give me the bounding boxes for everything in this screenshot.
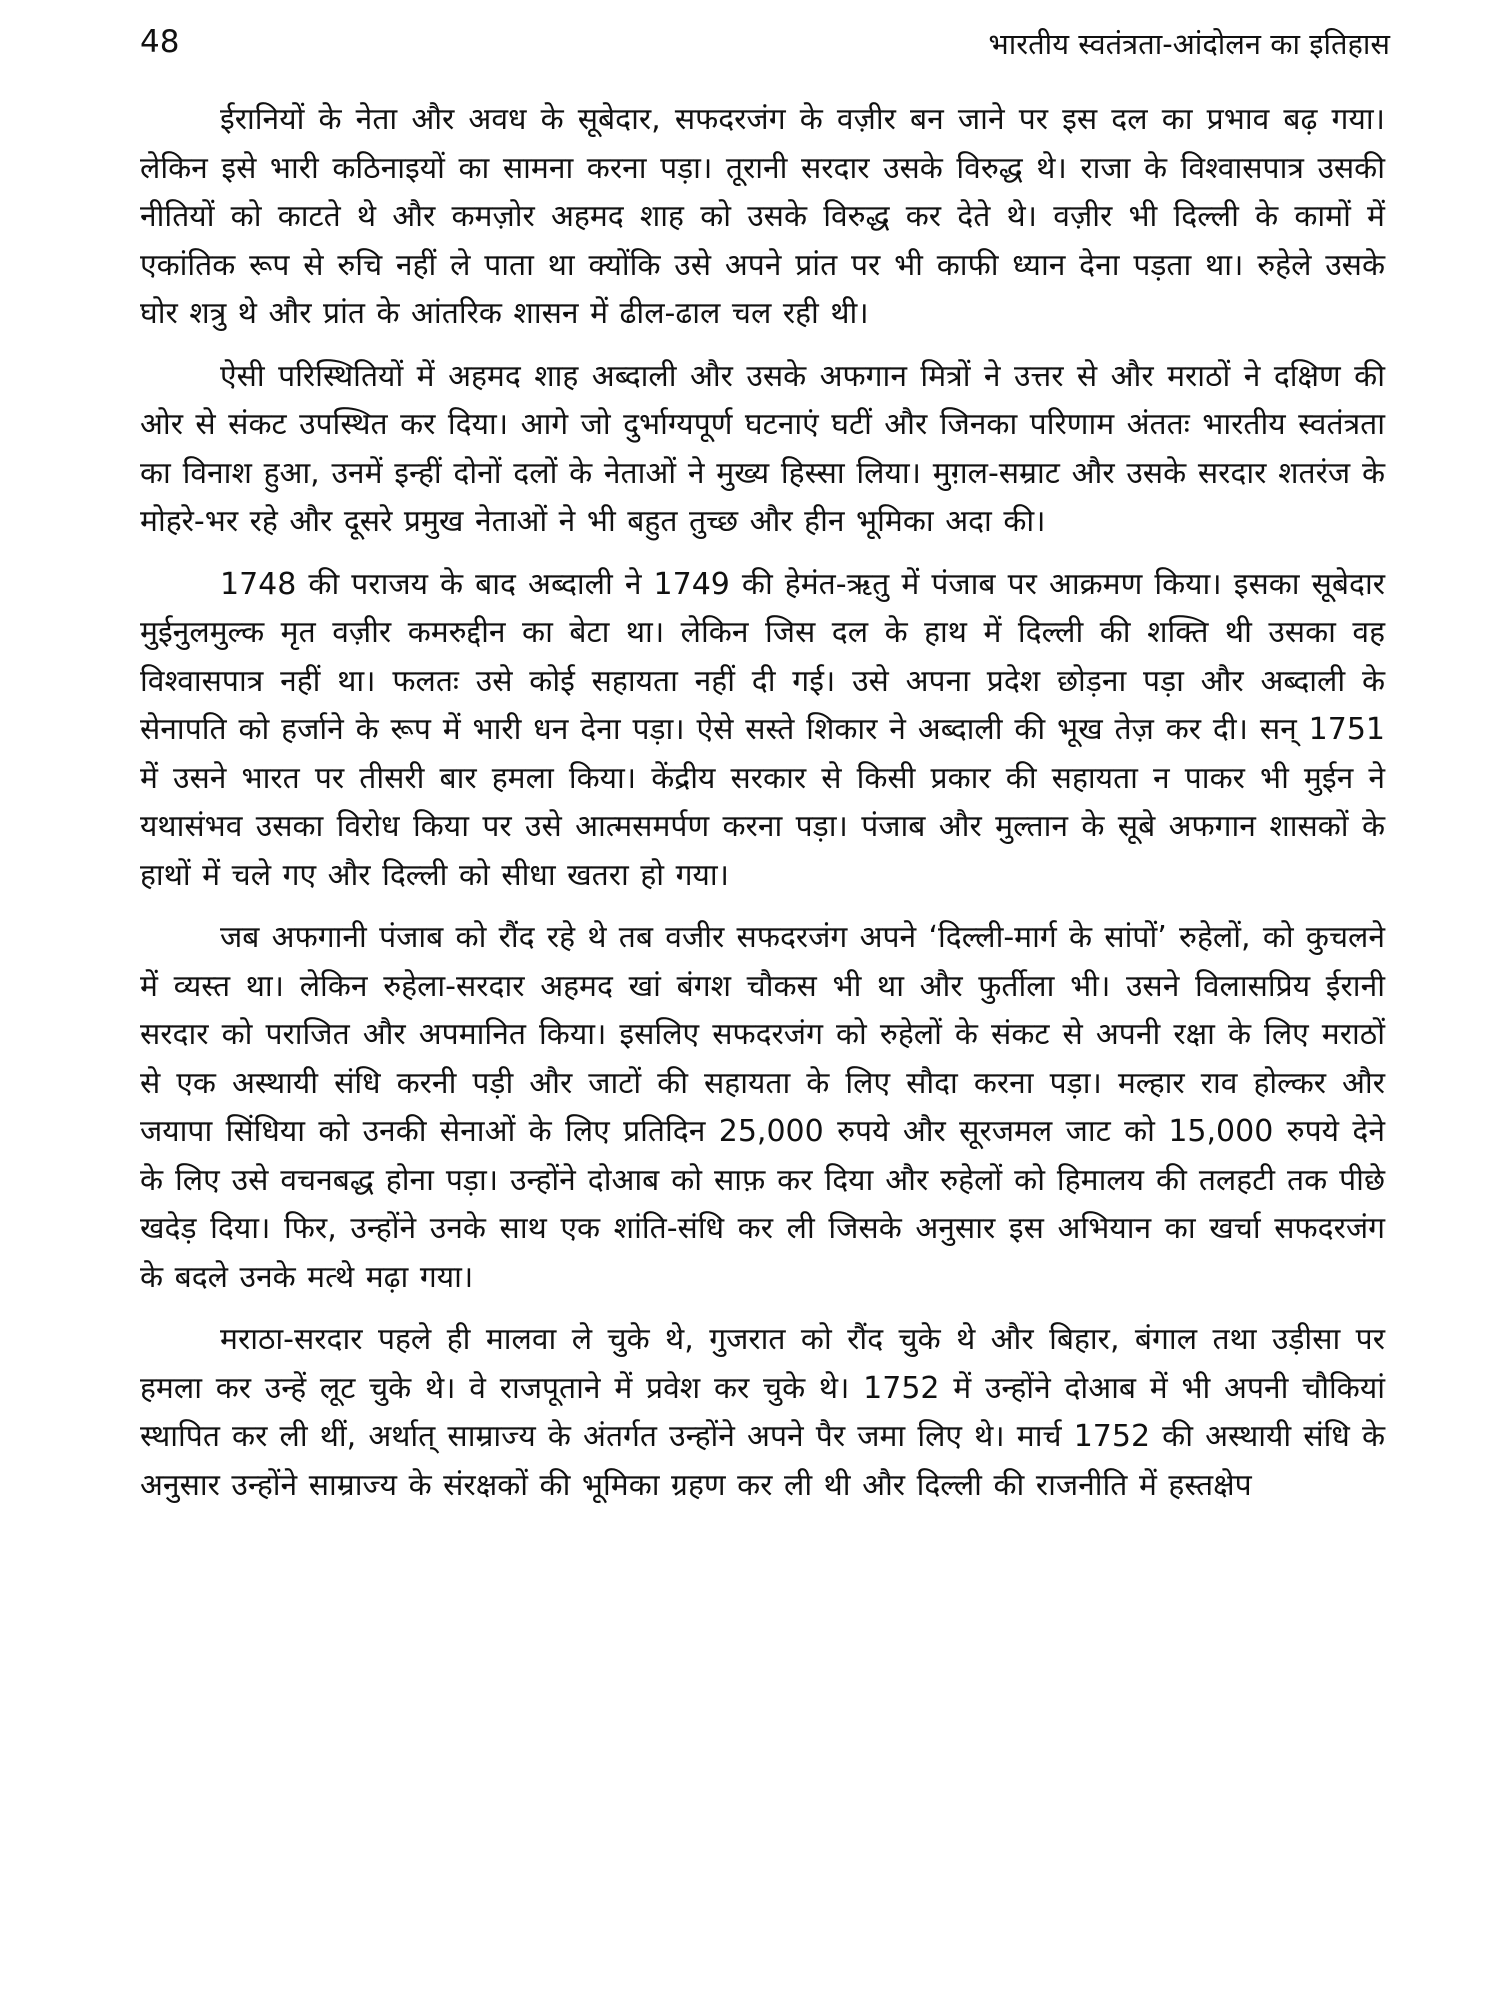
page-body xyxy=(140,96,1385,1524)
paragraph-2: ऐसी परिस्थितियों में अहमद शाह अब्दाली और उसके अफगान मित्रों ने उत्तर से और मराठों ने दक्षिण की ओर से संकट उपस्थित कर दिया। आगे जो दुर्भाग्यपूर्ण घटनाएं घटीं और जिनका परिणाम अंततः भारतीय स्वतंत्रता का विनाश हुआ, उनमें इन्हीं दोनों दलों के नेताओं ने मुख्य हिस्सा लिया। मुग़ल-सम्राट और उसके सरदार शतरंज के मोहरे-भर रहे और दूसरे प्रमुख नेताओं ने भी बहुत तुच्छ और हीन भूमिका अदा की। xyxy=(140,358,1385,539)
paragraph-5: मराठा-सरदार पहले ही मालवा ले चुके थे, गुजरात को रौंद चुके थे और बिहार, बंगाल तथा उड़ीसा पर हमला कर उन्हें लूट चुके थे। वे राजपूताने में प्रवेश कर चुके थे। 1752 में उन्होंने दोआब में भी अपनी चौकियां स्थापित कर ली थीं, अर्थात् साम्राज्य के अंतर्गत उन्होंने अपने पैर जमा लिए थे। मार्च 1752 की अस्थायी संधि के अनुसार उन्होंने साम्राज्य के संरक्षकों की भूमिका ग्रहण कर ली थी और दिल्ली की राजनीति में हस्तक्षेप xyxy=(140,1322,1385,1503)
paragraph-1: ईरानियों के नेता और अवध के सूबेदार, सफदरजंग के वज़ीर बन जाने पर इस दल का प्रभाव बढ़ गया। लेकिन इसे भारी कठिनाइयों का सामना करना पड़ा। तूरानी सरदार उसके विरुद्ध थे। राजा के विश्वासपात्र उसकी नीतियों को काटते थे और कमज़ोर अहमद शाह को उसके विरुद्ध कर देते थे। वज़ीर भी दिल्ली के कामों में एकांतिक रूप से रुचि नहीं ले पाता था क्योंकि उसे अपने प्रांत पर भी काफी ध्यान देना पड़ता था। रुहेले उसके घोर शत्रु थे और प्रांत के आंतरिक शासन में ढील-ढाल चल रही थी। xyxy=(140,102,1385,331)
paragraph-4: जब अफगानी पंजाब को रौंद रहे थे तब वजीर सफदरजंग अपने ‘दिल्ली-मार्ग के सांपों’ रुहेलों, को कुचलने में व्यस्त था। लेकिन रुहेला-सरदार अहमद खां बंगश चौकस भी था और फुर्तीला भी। उसने विलासप्रिय ईरानी सरदार को पराजित और अपमानित किया। इसलिए सफदरजंग को रुहेलों के संकट से अपनी रक्षा के लिए मराठों से एक अस्थायी संधि करनी पड़ी और जाटों की सहायता के लिए सौदा करना पड़ा। मल्हार राव होल्कर और जयापा सिंधिया को उनकी सेनाओं के लिए प्रतिदिन 25,000 रुपये और सूरजमल जाट को 15,000 रुपये देने के लिए उसे वचनबद्ध होना पड़ा। उन्होंने दोआब को साफ़ कर दिया और रुहेलों को हिमालय की तलहटी तक पीछे खदेड़ दिया। फिर, उन्होंने उनके साथ एक शांति-संधि कर ली जिसके अनुसार इस अभियान का खर्चा सफदरजंग के बदले उनके मत्थे मढ़ा गया। xyxy=(140,920,1385,1295)
page-number: 48 xyxy=(140,24,180,60)
running-title: भारतीय स्वतंत्रता-आंदोलन का इतिहास xyxy=(988,27,1390,61)
page-header xyxy=(140,22,1390,74)
paragraph-3: 1748 की पराजय के बाद अब्दाली ने 1749 की हेमंत-ऋतु में पंजाब पर आक्रमण किया। इसका सूबेदार मुईनुलमुल्क मृत वज़ीर कमरुद्दीन का बेटा था। लेकिन जिस दल के हाथ में दिल्ली की शक्ति थी उसका वह विश्वासपात्र नहीं था। फलतः उसे कोई सहायता नहीं दी गई। उसे अपना प्रदेश छोड़ना पड़ा और अब्दाली के सेनापति को हर्जाने के रूप में भारी धन देना पड़ा। ऐसे सस्ते शिकार ने अब्दाली की भूख तेज़ कर दी। सन् 1751 में उसने भारत पर तीसरी बार हमला किया। केंद्रीय सरकार से किसी प्रकार की सहायता न पाकर भी मुईन ने यथासंभव उसका विरोध किया पर उसे आत्मसमर्पण करना पड़ा। पंजाब और मुल्तान के सूबे अफगान शासकों के हाथों में चले गए और दिल्ली को सीधा खतरा हो गया। xyxy=(140,566,1385,893)
